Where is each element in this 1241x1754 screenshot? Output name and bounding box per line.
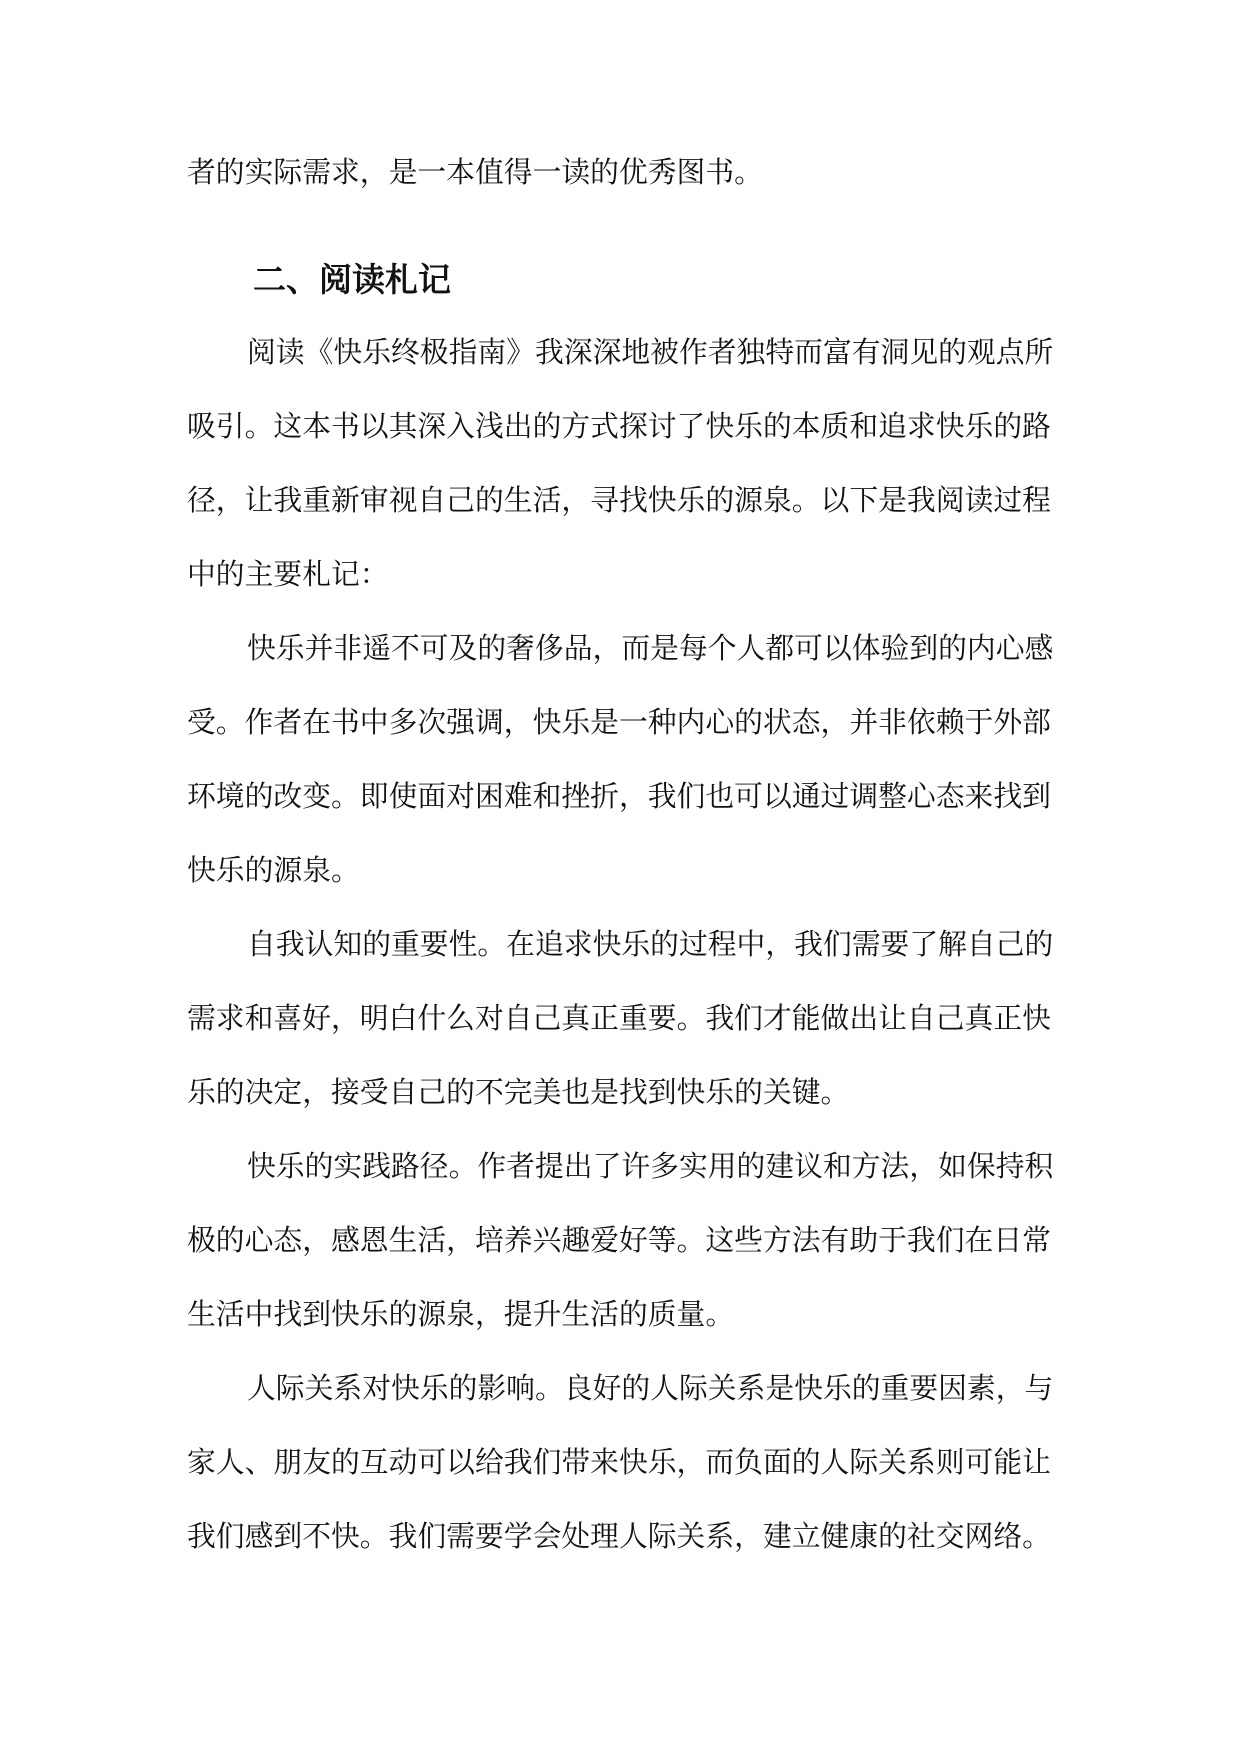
paragraph-1-line-4: 中的主要札记： (187, 557, 389, 591)
paragraph-5-line-3: 我们感到不快。我们需要学会处理人际关系，建立健康的社交网络。 (187, 1519, 1051, 1553)
paragraph-3-line-2: 需求和喜好，明白什么对自己真正重要。我们才能做出让自己真正快 (187, 1001, 1051, 1035)
paragraph-1-line-3: 径，让我重新审视自己的生活，寻找快乐的源泉。以下是我阅读过程 (187, 483, 1051, 517)
paragraph-3-line-3: 乐的决定，接受自己的不完美也是找到快乐的关键。 (187, 1075, 850, 1109)
continuation-line: 者的实际需求，是一本值得一读的优秀图书。 (187, 155, 763, 189)
paragraph-2-line-4: 快乐的源泉。 (187, 853, 360, 887)
paragraph-4-line-3: 生活中找到快乐的源泉，提升生活的质量。 (187, 1297, 735, 1331)
paragraph-4-line-2: 极的心态，感恩生活，培养兴趣爱好等。这些方法有助于我们在日常 (187, 1223, 1051, 1257)
paragraph-2-line-3: 环境的改变。即使面对困难和挫折，我们也可以通过调整心态来找到 (187, 779, 1051, 813)
paragraph-5-line-2: 家人、朋友的互动可以给我们带来快乐，而负面的人际关系则可能让 (187, 1445, 1051, 1479)
paragraph-3-line-1: 自我认知的重要性。在追求快乐的过程中，我们需要了解自己的 (247, 927, 1054, 961)
paragraph-2-line-2: 受。作者在书中多次强调，快乐是一种内心的状态，并非依赖于外部 (187, 705, 1051, 739)
paragraph-1-line-1: 阅读《快乐终极指南》我深深地被作者独特而富有洞见的观点所 (247, 335, 1054, 369)
paragraph-5-line-1: 人际关系对快乐的影响。良好的人际关系是快乐的重要因素，与 (247, 1371, 1054, 1405)
section-heading: 二、阅读札记 (253, 260, 451, 299)
paragraph-2-line-1: 快乐并非遥不可及的奢侈品，而是每个人都可以体验到的内心感 (247, 631, 1054, 665)
paragraph-1-line-2: 吸引。这本书以其深入浅出的方式探讨了快乐的本质和追求快乐的路 (187, 409, 1051, 443)
paragraph-4-line-1: 快乐的实践路径。作者提出了许多实用的建议和方法，如保持积 (247, 1149, 1054, 1183)
